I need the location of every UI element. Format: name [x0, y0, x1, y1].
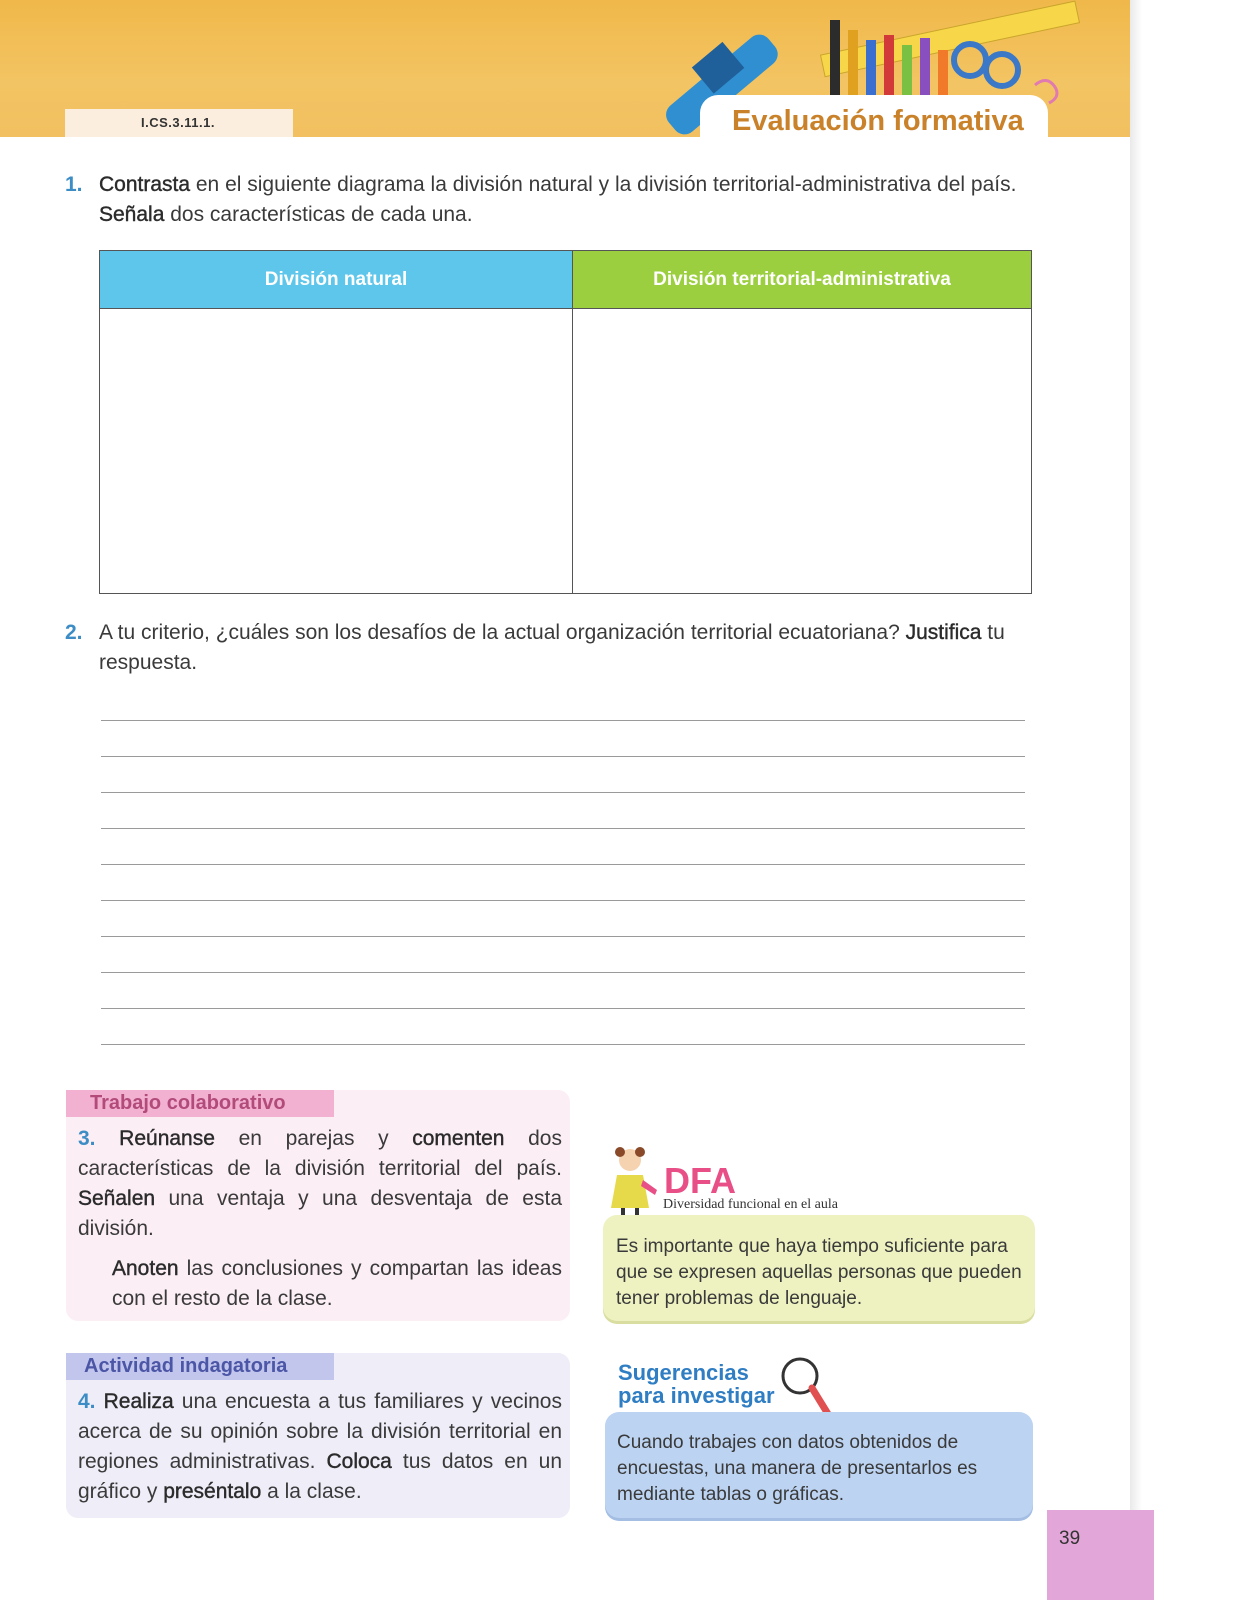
answer-line[interactable]	[101, 756, 1025, 757]
question-number: 2.	[65, 621, 83, 644]
answer-cell-natural[interactable]	[100, 309, 573, 594]
activity-3-followup: Anoten las conclusiones y compartan las ideas con el resto de la clase.	[112, 1257, 562, 1310]
question-text: A tu criterio, ¿cuáles son los desafíos de la actual organización territorial ecuatoriana? Justifica tu respuesta.	[99, 621, 1005, 674]
answer-line[interactable]	[101, 972, 1025, 973]
suggestions-title: Sugerencias para investigar	[618, 1360, 775, 1408]
answer-line[interactable]	[101, 900, 1025, 901]
page-number-tab	[1047, 1510, 1154, 1600]
answer-line[interactable]	[101, 1008, 1025, 1009]
girl-illustration-icon	[595, 1140, 665, 1220]
answer-line[interactable]	[101, 720, 1025, 721]
suggestions-text: Cuando trabajes con datos obtenidos de encuestas, una manera de presentarlos es mediante tablas o gráficas.	[617, 1432, 978, 1505]
section-title-tab	[700, 95, 1048, 143]
dfa-title: DFA	[664, 1160, 736, 1201]
collaborative-tag: Trabajo colaborativo	[66, 1090, 334, 1117]
question-1	[65, 170, 1045, 230]
answer-line[interactable]	[101, 936, 1025, 937]
curriculum-code-tab	[65, 109, 293, 137]
activity-3-text: 3. Reúnanse en parejas y comenten dos características de la división territorial del país. Señalen una ventaja y una desventaja de esta división.	[78, 1127, 562, 1240]
column-header-administrative: División territorial-administrativa	[573, 251, 1032, 309]
question-number: 1.	[65, 173, 83, 196]
answer-cell-administrative[interactable]	[573, 309, 1032, 594]
question-2	[65, 618, 1055, 678]
inquiry-tag: Actividad indagatoria	[66, 1353, 334, 1380]
answer-line[interactable]	[101, 864, 1025, 865]
section-title: Evaluación formativa	[732, 105, 1024, 137]
curriculum-code: I.CS.3.11.1.	[141, 115, 215, 130]
page-number: 39	[1059, 1528, 1081, 1549]
answer-line[interactable]	[101, 828, 1025, 829]
dfa-subtitle: Diversidad funcional en el aula	[663, 1197, 838, 1212]
column-header-natural: División natural	[100, 251, 573, 309]
comparison-table	[99, 250, 1032, 594]
question-text: Contrasta en el siguiente diagrama la división natural y la división territorial-administrativa del país. Señala dos características de cada una.	[99, 173, 1017, 226]
answer-line[interactable]	[101, 792, 1025, 793]
dfa-text: Es importante que haya tiempo suficiente para que se expresen aquellas personas que pueden tener problemas de lenguaje.	[616, 1236, 1022, 1309]
page-edge-shadow	[1130, 0, 1236, 1600]
activity-4-text: 4. Realiza una encuesta a tus familiares y vecinos acerca de su opinión sobre la división territorial en regiones administrativas. Coloca tus datos en un gráfico y preséntalo a la clase.	[78, 1390, 562, 1503]
answer-line[interactable]	[101, 1044, 1025, 1045]
